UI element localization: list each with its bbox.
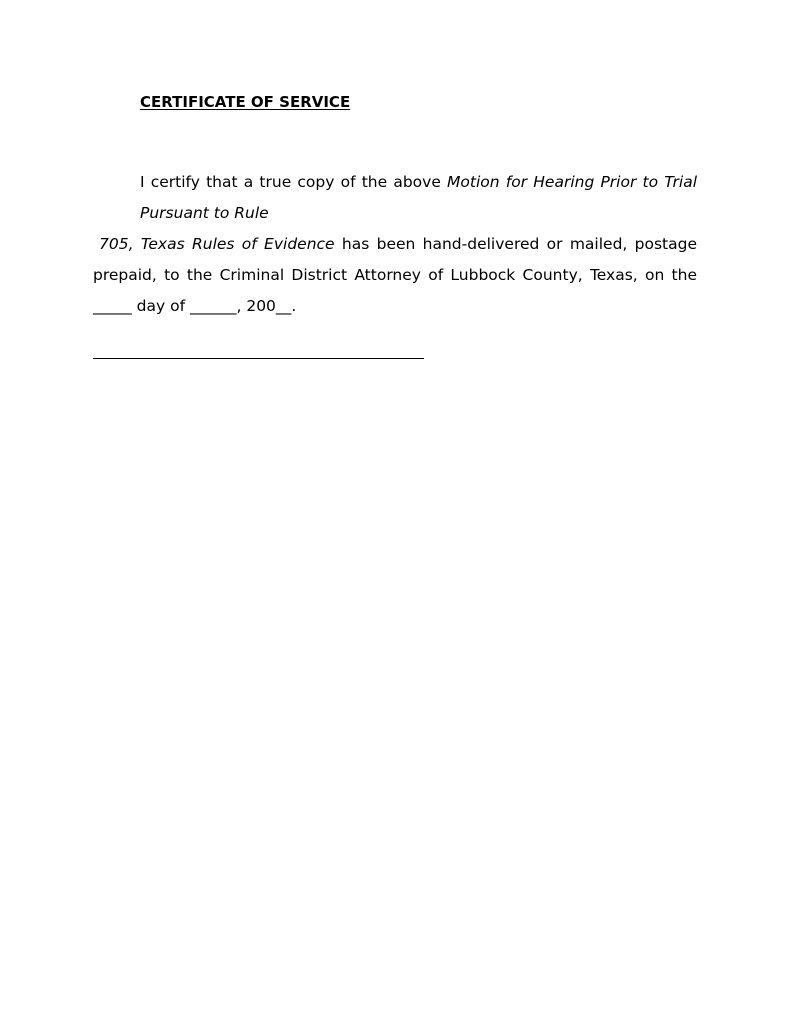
- date-blank-line: _____ day of ______, 200__.: [93, 297, 297, 315]
- body-line-1: [140, 172, 697, 192]
- body-line-3-text: has been hand-delivered or mailed, postage: [334, 235, 698, 253]
- signature-line: [93, 358, 424, 359]
- certificate-heading: CERTIFICATE OF SERVICE: [140, 93, 351, 111]
- body-line-4: prepaid, to the Criminal District Attorney of Lubbock County, Texas, on the: [93, 266, 697, 284]
- body-line-2: [140, 203, 269, 223]
- body-line-1-text: I certify that a true copy of the above: [140, 173, 448, 191]
- rule-citation: 705, Texas Rules of Evidence: [99, 235, 335, 253]
- body-line-3: [93, 234, 697, 254]
- motion-title-part-1: Motion for Hearing Prior to Trial: [447, 173, 698, 191]
- motion-title-part-2: Pursuant to Rule: [140, 204, 269, 222]
